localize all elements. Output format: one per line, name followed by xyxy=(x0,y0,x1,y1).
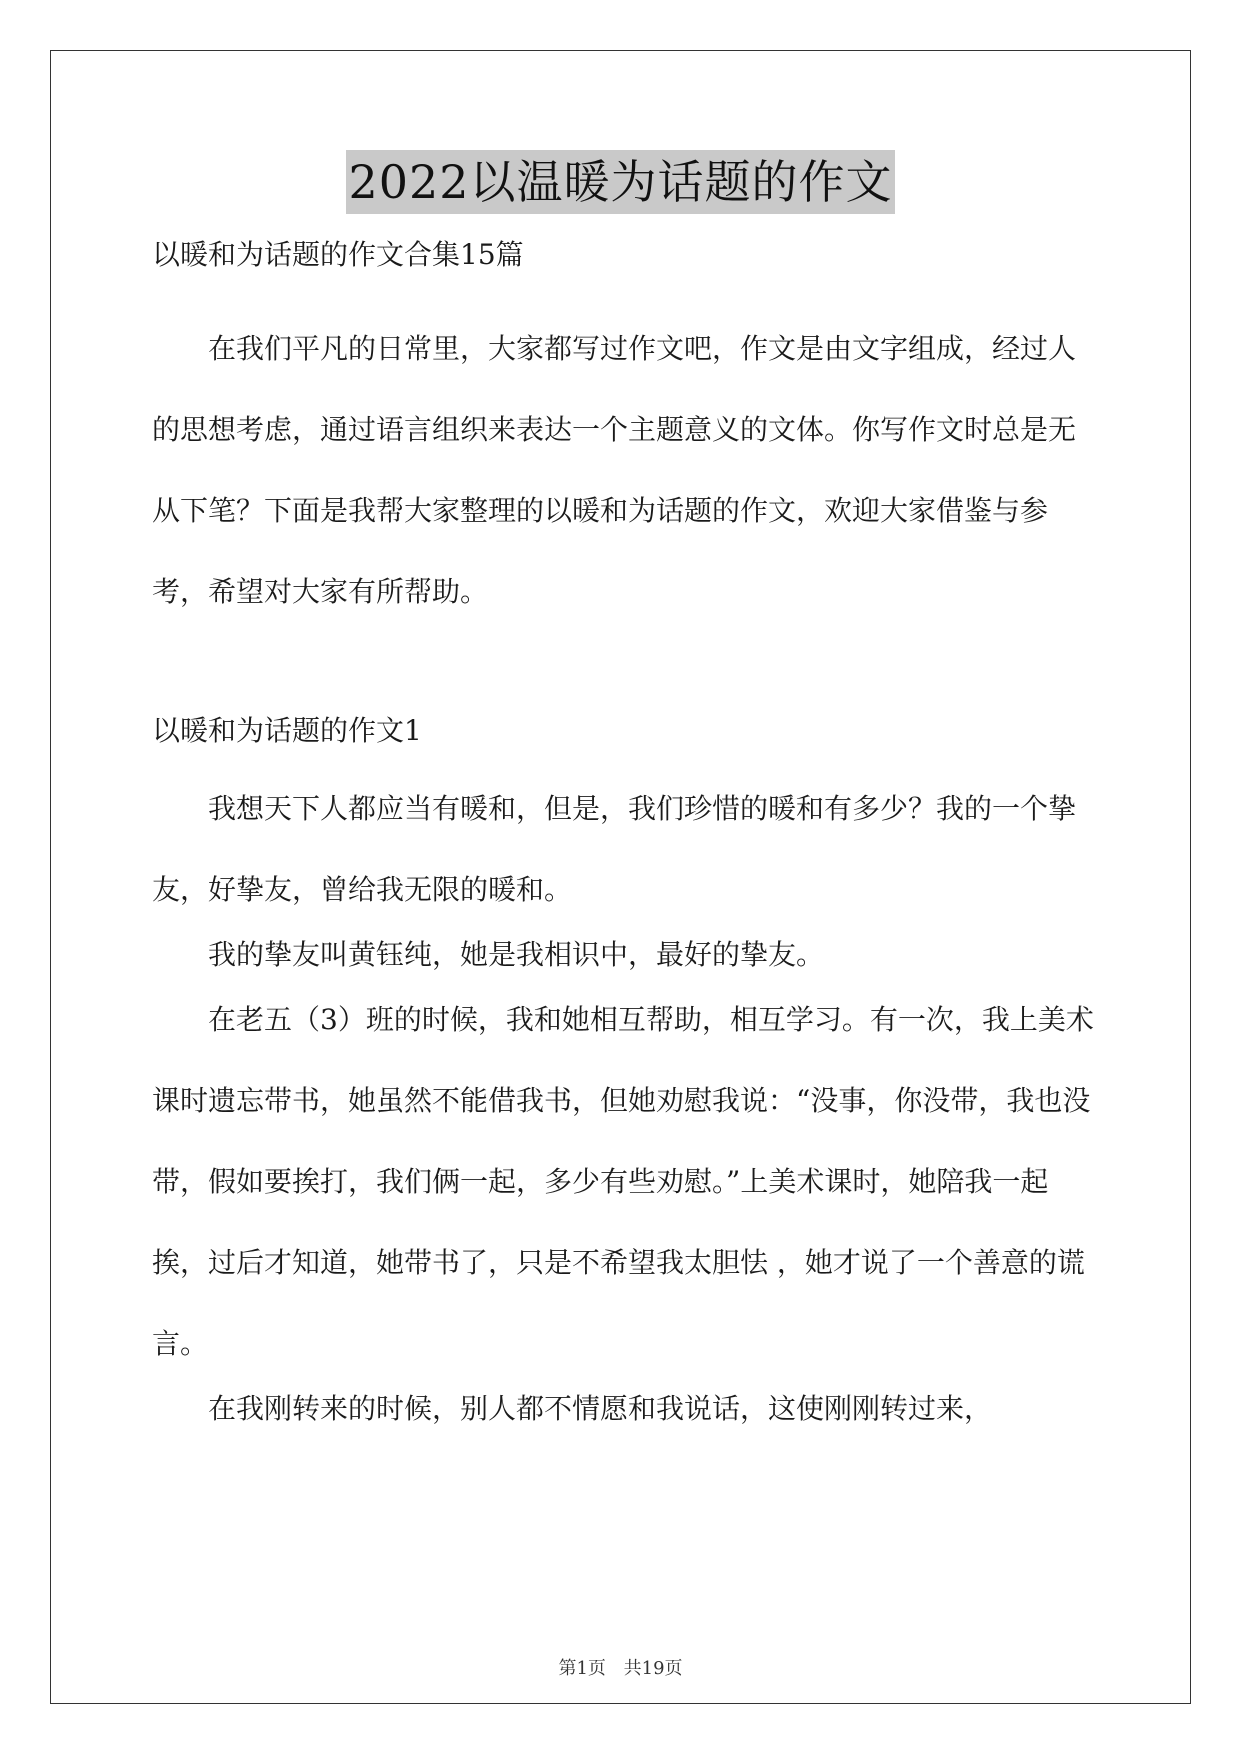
body-paragraph-1: 我想天下人都应当有暖和，但是，我们珍惜的暖和有多少？我的一个挚友，好挚友，曾给我无限的暖和。 xyxy=(152,792,1077,906)
intro-paragraph: 在我们平凡的日常里，大家都写过作文吧，作文是由文字组成，经过人的思想考虑，通过语言组织来表达一个主题意义的文体。你写作文时总是无从下笔？下面是我帮大家整理的以暖和为话题的作文，欢迎大家借鉴与参考，希望对大家有所帮助。 xyxy=(152,332,1077,608)
total-pages: 共19页 xyxy=(623,1658,683,1679)
page-footer xyxy=(0,1654,1241,1680)
document-subtitle: 以暖和为话题的作文合集15篇 xyxy=(152,238,524,271)
title-container xyxy=(0,150,1241,214)
body-paragraph-4: 在我刚转来的时候，别人都不情愿和我说话，这使刚刚转过来， xyxy=(208,1392,993,1425)
document-title: 2022以温暖为话题的作文 xyxy=(346,150,894,214)
page-number: 第1页 xyxy=(558,1658,606,1679)
document-body xyxy=(152,232,1097,1433)
body-paragraph-2: 我的挚友叫黄钰纯，她是我相识中，最好的挚友。 xyxy=(208,938,825,971)
section-heading: 以暖和为话题的作文1 xyxy=(152,714,422,747)
body-paragraph-3: 在老五（3）班的时候，我和她相互帮助，相互学习。有一次，我上美术课时遗忘带书，她虽然不能借我书，但她劝慰我说：“没事，你没带，我也没带，假如要挨打，我们俩一起，多少有些劝慰。”上美术课时，她陪我一起挨，过后才知道，她带书了，只是不希望我太胆怯 ，她才说了一个善意的谎言。 xyxy=(152,1003,1094,1360)
